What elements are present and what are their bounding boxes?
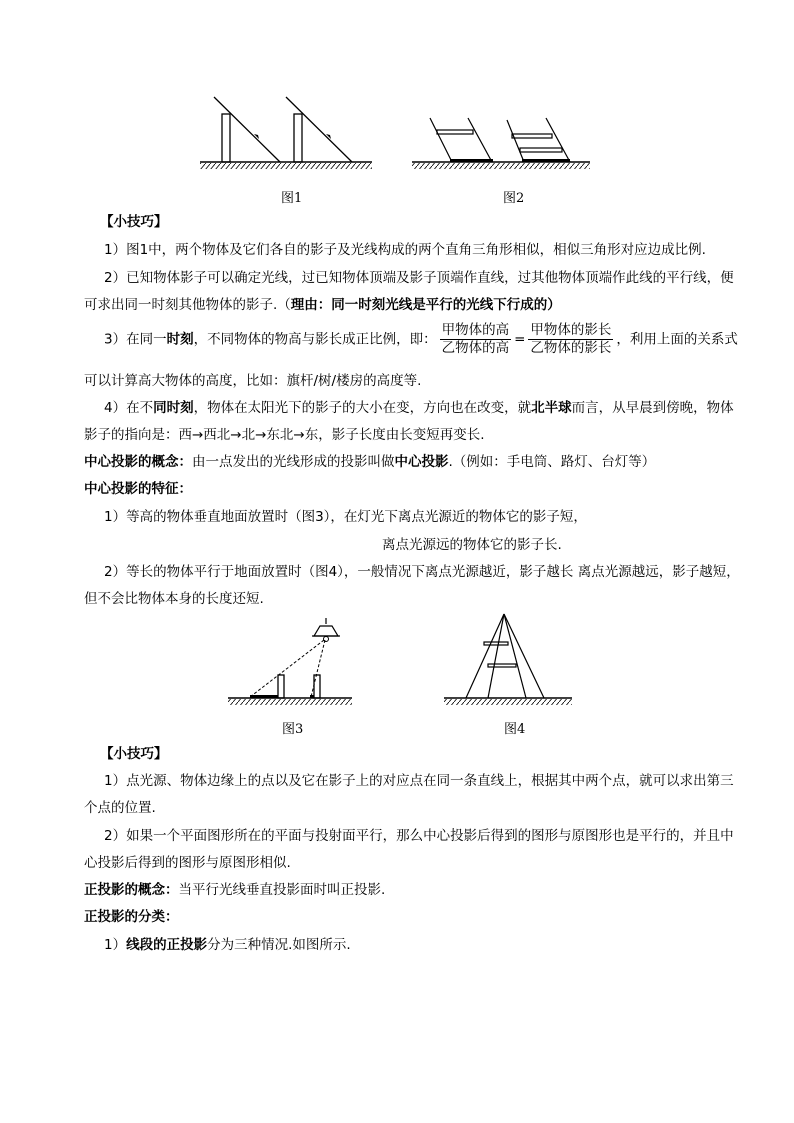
- tip-4-pre: 4）在不: [104, 400, 154, 416]
- figure-1-parallel-shadows: [200, 92, 375, 172]
- tip-4-mid: ，物体在太阳光下的影子的大小在变，方向也在改变，就: [193, 400, 532, 416]
- tip-4-post: 而言，从早晨到傍晚，物体: [571, 400, 734, 416]
- ortho-concept-label: 正投影的概念：: [84, 882, 179, 898]
- feature-2-line-1: 2）等长的物体平行于地面放置时（图4），一般情况下离点光源越近，影子越长 离点光源越远，影子越短，: [104, 564, 740, 580]
- orthographic-concept: [84, 880, 684, 900]
- feature-1-line-1: 1）等高的物体垂直地面放置时（图3），在灯光下离点光源近的物体它的影子短，: [104, 509, 587, 525]
- concept-bold: 中心投影: [394, 454, 449, 470]
- tip-3-mid: ，不同物体的物高与影长成正比例，即：: [193, 331, 437, 348]
- ratio-height-fraction: [440, 322, 512, 357]
- fraction-denominator: 乙物体的影长: [530, 340, 612, 356]
- concept-text: 由一点发出的光线形成的投影叫做: [192, 454, 395, 470]
- central-projection-concept: [84, 452, 684, 472]
- tip-4-bold-1: 同时刻: [153, 400, 194, 416]
- tip-3-pre: 3）在同一: [104, 331, 167, 348]
- concept-label: 中心投影的概念：: [84, 454, 192, 470]
- fraction-numerator: 甲物体的高: [441, 322, 510, 338]
- tip-2-text: 可求出同一时刻其他物体的影子.（: [84, 297, 291, 313]
- tip-4-paragraph-line-1: [104, 398, 734, 418]
- tip-2-paragraph-line-2: [84, 295, 684, 315]
- feature-2-line-2: 但不会比物体本身的长度还短.: [84, 591, 264, 607]
- tip-4-bold-2: 北半球: [531, 400, 572, 416]
- tip-3-bold: 时刻: [166, 331, 194, 348]
- feature-1-line-2: 离点光源远的物体它的影子长.: [382, 537, 562, 553]
- figure-4-lamp-parallel-objects: [444, 612, 574, 708]
- figure-3-caption: 图3: [282, 722, 304, 737]
- fraction-denominator: 乙物体的高: [441, 340, 510, 356]
- tip2-1-line-2: 个点的位置.: [84, 800, 156, 816]
- tips-heading-1: 【小技巧】: [100, 214, 168, 230]
- ortho-concept-text: 当平行光线垂直投影面时叫正投影.: [178, 882, 386, 898]
- ratio-shadow-fraction: [528, 322, 613, 357]
- tip2-2-line-2: 心投影后得到的图形与原图形相似.: [84, 855, 291, 871]
- tip-2-paragraph-line-1: 2）已知物体影子可以确定光线，过已知物体顶端及影子顶端作直线，过其他物体顶端作此线的平行线，便: [104, 270, 734, 286]
- orthographic-class-label: 正投影的分类：: [84, 909, 179, 925]
- tip-3-paragraph-line-1: [104, 322, 738, 357]
- tips-heading-2: 【小技巧】: [100, 746, 168, 762]
- figure-2-caption: 图2: [503, 191, 525, 206]
- figure-2-parallel-objects: [412, 112, 592, 174]
- fraction-numerator: 甲物体的影长: [530, 322, 612, 338]
- concept-tail: .（例如：手电筒、路灯、台灯等）: [448, 454, 656, 470]
- figure-1-caption: 图1: [281, 191, 303, 206]
- tip2-1-line-1: 1）点光源、物体边缘上的点以及它在影子上的对应点在同一条直线上，根据其中两个点，就可以求出第三: [104, 773, 734, 789]
- tip-3-post: ，利用上面的关系式: [616, 331, 738, 348]
- tip-1-paragraph: 1）图1中，两个物体及它们各自的影子及光线构成的两个直角三角形相似，相似三角形对应边成比例.: [104, 242, 706, 258]
- tip2-2-line-1: 2）如果一个平面图形所在的平面与投射面平行，那么中心投影后得到的图形与原图形也是平行的，并且中: [104, 828, 734, 844]
- equals-sign: =: [514, 331, 526, 348]
- class-1-pre: 1）: [104, 937, 127, 953]
- figure-4-caption: 图4: [504, 722, 526, 737]
- tip-2-reason: 理由：同一时刻光线是平行的光线下行成的）: [290, 297, 561, 313]
- tip-4-paragraph-line-2: 影子的指向是：西→西北→北→东北→东，影子长度由长变短再变长.: [84, 427, 485, 443]
- orthographic-class-1: [104, 935, 704, 955]
- class-1-post: 分为三种情况.如图所示.: [207, 937, 351, 953]
- central-projection-feature-label: 中心投影的特征：: [84, 481, 192, 497]
- tip-3-paragraph-line-2: 可以计算高大物体的高度，比如：旗杆/树/楼房的高度等.: [84, 373, 422, 389]
- figure-3-lamp-shadows: [228, 618, 354, 708]
- class-1-bold: 线段的正投影: [126, 937, 208, 953]
